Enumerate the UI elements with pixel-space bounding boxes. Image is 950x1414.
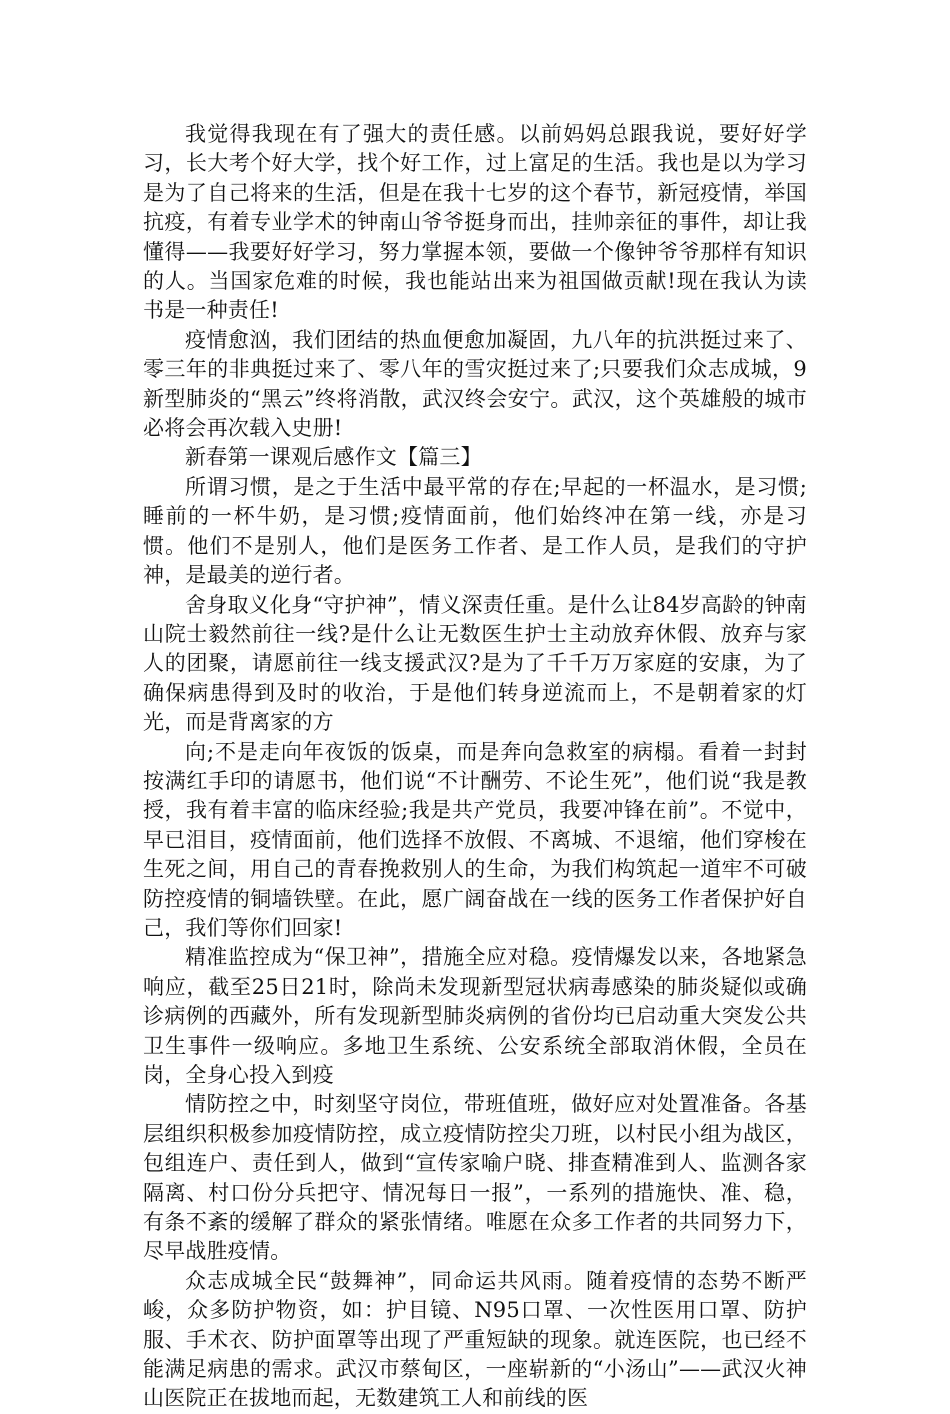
- paragraph-responsibility: 我觉得我现在有了强大的责任感。以前妈妈总跟我说，要好好学习，长大考个好大学，找个好工作，过上富足的生活。我也是以为学习是为了自己将来的生活，但是在我十七岁的这个春节，新冠疫情，举国抗疫，有着专业学术的钟南山爷爷挺身而出，挂帅亲征的事件，却让我懂得——我要好好学习，努力掌握本领，要做一个像钟爷爷那样有知识的人。当国家危难的时候，我也能站出来为祖国做贡献!现在我认为读书是一种责任!: [143, 122, 807, 323]
- paragraph-solidarity: 众志成城全民“鼓舞神”，同命运共风雨。随着疫情的态势不断严峻，众多防护物资，如：护目镜、N95口罩、一次性医用口罩、防护服、手术衣、防护面罩等出现了严重短缺的现象。就连医院，也已经不能满足病患的需求。武汉市蔡甸区，一座崭新的“小汤山”——武汉火神山医院正在拔地而起，无数建筑工人和前线的医: [143, 1268, 807, 1411]
- paragraph-habit: 所谓习惯，是之于生活中最平常的存在;早起的一杯温水，是习惯;睡前的一杯牛奶，是习惯;疫情面前，他们始终冲在第一线，亦是习惯。他们不是别人，他们是医务工作者、是工作人员，是我们的守护神，是最美的逆行者。: [143, 474, 807, 588]
- paragraph-monitoring: 精准监控成为“保卫神”，措施全应对稳。疫情爆发以来，各地紧急响应，截至25日21时，除尚未发现新型冠状病毒感染的肺炎疑似或确诊病例的西藏外，所有发现新型肺炎病例的省份均已启动重大突发公共卫生事件一级响应。多地卫生系统、公安系统全部取消休假，全员在岗，全身心投入到疫: [143, 945, 807, 1087]
- document-body: [143, 120, 807, 1414]
- section-heading: 新春第一课观后感作文【篇三】: [185, 445, 482, 470]
- paragraph-guardian: 舍身取义化身“守护神”，情义深责任重。是什么让84岁高龄的钟南山院士毅然前往一线?是什么让无数医生护士主动放弃休假、放弃与家人的团聚，请愿前往一线支援武汉?是为了千千万万家庭的安康，为了确保病患得到及时的收治，于是他们转身逆流而上，不是朝着家的灯光，而是背离家的方: [143, 592, 807, 735]
- paragraph-monitoring-cont: 情防控之中，时刻坚守岗位，带班值班，做好应对处置准备。各基层组织积极参加疫情防控，成立疫情防控尖刀班，以村民小组为战区，包组连户、责任到人，做到“宣传家喻户晓、排查精准到人、监测各家隔离、村口份分兵把守、情况每日一报”，一系列的措施快、准、稳，有条不紊的缓解了群众的紧张情绪。唯愿在众多工作者的共同努力下，尽早战胜疫情。: [143, 1092, 807, 1264]
- paragraph-guardian-cont: 向;不是走向年夜饭的饭桌，而是奔向急救室的病榻。看着一封封按满红手印的请愿书，他们说“不计酬劳、不论生死”，他们说“我是教授，我有着丰富的临床经验;我是共产党员，我要冲锋在前”。不觉中，早已泪目，疫情面前，他们选择不放假、不离城、不退缩，他们穿梭在生死之间，用自己的青春挽救别人的生命，为我们构筑起一道牢不可破防控疫情的铜墙铁壁。在此，愿广阔奋战在一线的医务工作者保护好自己，我们等你们回家!: [143, 739, 807, 940]
- paragraph-unity: 疫情愈汹，我们团结的热血便愈加凝固，九八年的抗洪挺过来了、零三年的非典挺过来了、零八年的雪灾挺过来了;只要我们众志成城，9新型肺炎的“黑云”终将消散，武汉终会安宁。武汉，这个英雄般的城市必将会再次载入史册!: [143, 327, 807, 441]
